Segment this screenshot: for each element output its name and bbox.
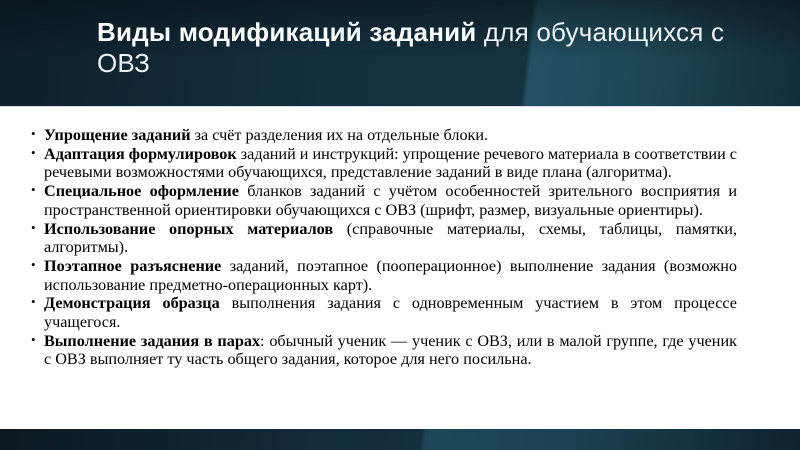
bullet-lead-text: Использование опорных материалов bbox=[44, 219, 334, 238]
list-item bbox=[30, 126, 737, 145]
slide-header bbox=[0, 0, 800, 106]
title-line2-text: ОВЗ bbox=[97, 48, 151, 78]
bullet-list bbox=[30, 126, 737, 369]
bullet-icon: • bbox=[31, 294, 36, 310]
bullet-icon: • bbox=[31, 182, 36, 198]
page-title bbox=[97, 17, 724, 79]
list-item bbox=[30, 182, 737, 219]
bullet-icon: • bbox=[31, 256, 36, 272]
bullet-lead-text: Адаптация формулировок bbox=[44, 144, 237, 163]
bullet-rest-text: выполнения задания с одновременным участием в этом процессе учащегося. bbox=[44, 294, 737, 332]
bullet-icon: • bbox=[31, 331, 36, 347]
bullet-rest-text: заданий и инструкций: упрощение речевого материала в соответствии с речевыми возможностями обучающихся, представление заданий в виде плана (алгоритма). bbox=[44, 144, 737, 182]
list-item bbox=[30, 220, 737, 257]
bullet-lead-text: Поэтапное разъяснение bbox=[44, 256, 222, 275]
bullet-icon: • bbox=[31, 219, 36, 235]
bullet-icon: • bbox=[31, 126, 36, 141]
list-item bbox=[30, 257, 737, 294]
list-item bbox=[30, 145, 737, 182]
bullet-lead-text: Демонстрация образца bbox=[44, 294, 220, 313]
bullet-rest-text: заданий, поэтапное (пооперационное) выполнение задания (возможно использование предметно-операционных карт). bbox=[44, 256, 737, 294]
bullet-rest-text: за счёт разделения их на отдельные блоки. bbox=[190, 126, 489, 144]
slide-footer-bar bbox=[0, 429, 800, 450]
bullet-lead-text: Упрощение заданий bbox=[44, 126, 191, 144]
title-bold-text: Виды модификаций заданий bbox=[97, 17, 477, 47]
title-regular-text: для обучающихся с bbox=[476, 17, 725, 47]
bullet-rest-text: : обычный ученик — ученик с ОВЗ, или в малой группе, где ученик с ОВЗ выполняет ту часть общего задания, которое для него посильна. bbox=[44, 331, 737, 369]
bullet-icon: • bbox=[31, 144, 36, 160]
bullet-rest-text: бланков заданий с учётом особенностей зрительного восприятия и пространственной ориентировки обучающихся с ОВЗ (шрифт, размер, визуальные ориентиры). bbox=[44, 182, 737, 219]
bullet-lead-text: Специальное оформление bbox=[44, 182, 239, 201]
list-item bbox=[30, 294, 737, 331]
bullet-rest-text: (справочные материалы, схемы, таблицы, памятки, алгоритмы). bbox=[44, 219, 737, 257]
bullet-lead-text: Выполнение задания в парах bbox=[44, 331, 261, 350]
list-item bbox=[30, 332, 737, 369]
